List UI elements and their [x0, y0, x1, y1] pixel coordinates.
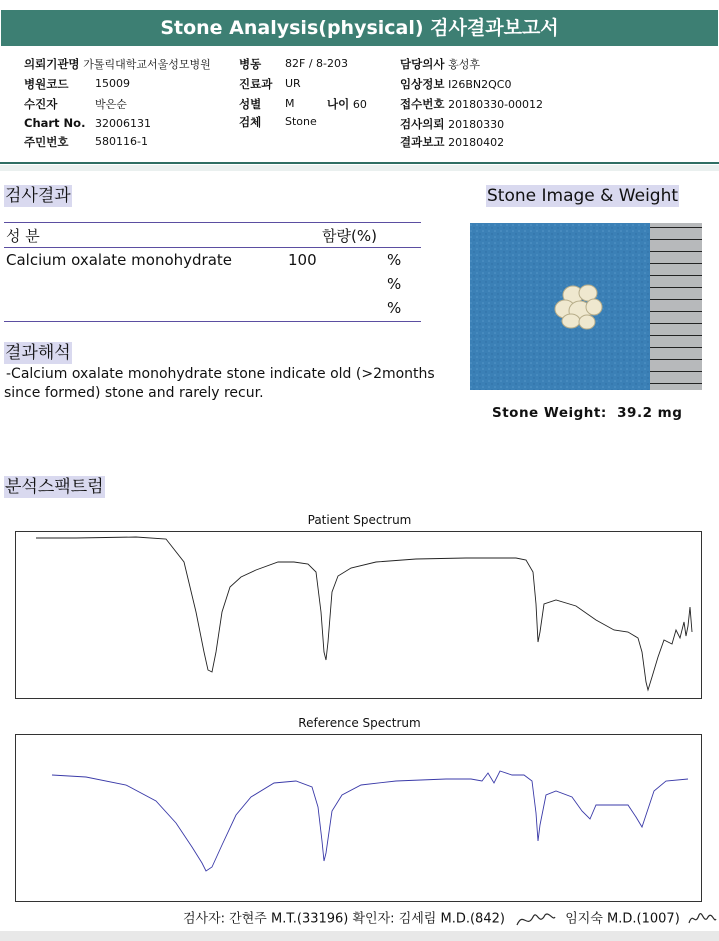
age-label: 나이 — [327, 97, 350, 111]
report-title: Stone Analysis(physical) 검사결과보고서 — [1, 10, 718, 46]
spectrum-section-title: 분석스팩트럼 — [5, 477, 104, 497]
interpretation-line-2: since formed) stone and rarely recur. — [4, 385, 264, 401]
reference-spectrum-plot — [16, 735, 701, 901]
ruler-tick — [650, 347, 702, 348]
row-2-unit: % — [387, 275, 402, 293]
stone-weight — [492, 405, 682, 421]
ward-value: 82F / 8-203 — [285, 57, 348, 70]
patient-value: 박은순 — [95, 98, 127, 111]
ruler-tick — [650, 239, 702, 240]
row-1-value: 100 — [288, 251, 317, 269]
stone-weight-value: 39.2 mg — [617, 405, 683, 421]
sex-value: M — [285, 97, 295, 110]
row-1-unit: % — [387, 251, 402, 269]
col-component: 성 분 — [6, 227, 40, 245]
request-label: 검사의뢰 — [400, 117, 445, 131]
dept-label: 진료과 — [239, 77, 273, 91]
row-3-unit: % — [387, 299, 402, 317]
ruler-tick — [650, 299, 702, 300]
stone-weight-label: Stone Weight: — [492, 405, 607, 421]
id-label: 주민번호 — [24, 135, 69, 149]
col-content: 함량(%) — [322, 227, 377, 245]
patient-spectrum-line — [36, 537, 692, 690]
footer-examiner-text: 검사자: 간현주 M.T.(33196) 확인자: 김세림 M.D.(842) — [183, 911, 505, 927]
ruler-tick — [650, 227, 702, 228]
table-bottom-rule — [4, 321, 421, 322]
stone-photo — [470, 223, 702, 390]
patient-label: 수진자 — [24, 97, 58, 111]
interpretation-line-1: -Calcium oxalate monohydrate stone indicate old (>2months — [6, 366, 435, 382]
ruler-tick — [650, 371, 702, 372]
signature-image-2 — [686, 907, 718, 931]
interpretation-section-title: 결과해석 — [5, 343, 71, 363]
hospital-label: 의뢰기관명 — [24, 57, 80, 71]
scale-ruler — [650, 223, 702, 390]
stone-section-title: Stone Image & Weight — [487, 186, 679, 206]
clinical-value: I26BN2QC0 — [448, 78, 512, 91]
code-value: 15009 — [95, 77, 130, 90]
patient-spectrum-panel — [15, 531, 702, 699]
id-value: 580116-1 — [95, 135, 148, 148]
age-value: 60 — [352, 98, 367, 111]
footer-signatures — [183, 907, 718, 931]
ruler-tick — [650, 263, 702, 264]
ruler-tick — [650, 311, 702, 312]
doctor-value: 홍성후 — [448, 58, 480, 71]
table-header-rule — [4, 247, 421, 248]
divider-band — [0, 165, 719, 171]
ruler-tick — [650, 359, 702, 360]
ward-label: 병동 — [239, 57, 262, 71]
ruler-tick — [650, 251, 702, 252]
page-bottom-bar — [0, 931, 719, 941]
patient-axis-ticks — [16, 532, 17, 698]
code-label: 병원코드 — [24, 77, 69, 91]
specimen-label: 검체 — [239, 115, 262, 129]
ruler-tick — [650, 335, 702, 336]
doctor-label: 담당의사 — [400, 57, 445, 71]
table-top-rule — [4, 222, 421, 223]
patient-spectrum-title: Patient Spectrum — [307, 513, 412, 527]
patient-spectrum-plot — [16, 532, 701, 698]
clinical-label: 임상정보 — [400, 77, 445, 91]
receipt-value: 20180330-00012 — [448, 98, 544, 111]
chart-label: Chart No. — [24, 116, 86, 130]
reference-spectrum-panel — [15, 734, 702, 902]
chart-value: 32006131 — [95, 117, 151, 130]
footer-reviewer-text: 임지숙 M.D.(1007) — [565, 911, 680, 927]
report-value: 20180402 — [448, 136, 505, 149]
sex-label: 성별 — [239, 97, 262, 111]
patient-info-block — [0, 48, 719, 164]
receipt-label: 접수번호 — [400, 97, 445, 111]
ruler-tick — [650, 383, 702, 384]
ruler-tick — [650, 323, 702, 324]
reference-spectrum-line — [52, 771, 688, 871]
row-1-component: Calcium oxalate monohydrate — [6, 251, 233, 269]
results-section-title: 검사결과 — [5, 186, 71, 206]
ruler-tick — [650, 287, 702, 288]
signature-image — [513, 907, 557, 931]
dept-value: UR — [285, 77, 301, 90]
reference-spectrum-title: Reference Spectrum — [298, 716, 421, 730]
report-label: 결과보고 — [400, 135, 445, 149]
request-value: 20180330 — [448, 118, 505, 131]
specimen-value: Stone — [285, 115, 317, 128]
ruler-tick — [650, 275, 702, 276]
hospital-value: 가톨릭대학교서울성모병원 — [83, 58, 211, 71]
